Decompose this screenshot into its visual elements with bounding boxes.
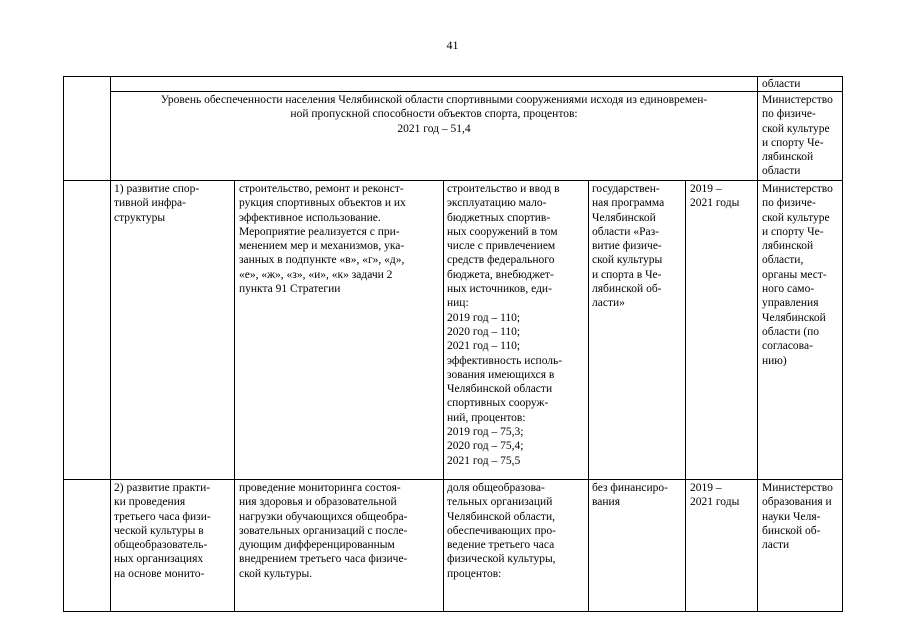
row1-indicator: строительство и ввод в эксплуатацию мало- бюджетных спортив- ных сооружений в том числе с привлечением средств федерального бюджета, внебюджет- ных источников, еди- ниц: 2019 год – 110; 2020 год – 110; 2021 год – 110; эффективность исполь- зования имеющихся в Челябинской области спортивных сооруж- ний, процентов: 2019 год – 75,3; 2020 год – 75,4; 2021 год – 75,5 <box>447 183 563 467</box>
col-divider-2 <box>234 180 235 612</box>
indicator-row-responsible: Министерство по физиче- ской культуре и спорту Че- лябинской области <box>762 94 833 178</box>
row-divider-3 <box>63 479 843 480</box>
row-divider-1 <box>110 91 843 92</box>
top-row-responsible: области <box>762 78 801 90</box>
row1-measure: строительство, ремонт и реконст- рукция спортивных объектов и их эффективное использование. Мероприятие реализуется с при- менением мер и механизмов, ука- занных в подпункте «в», «г», «д», «е», «ж», «з», «и», «к» задачи 2 пункта 91 Стратегии <box>239 183 406 296</box>
row2-measure: проведение мониторинга состоя- ния здоровья и образовательной нагрузки обучающихся общеобра- зовательных организаций с после- дующим дифференцированным внедрением третьего часа физиче- ской культуры. <box>239 482 408 580</box>
col-divider-1 <box>110 76 111 612</box>
row2-period: 2019 – 2021 годы <box>690 482 740 509</box>
col-divider-4 <box>588 180 589 612</box>
indicator-row-text: Уровень обеспеченности населения Челябинской области спортивными сооружениями исходя из единовремен- ной пропускной способности объектов спорта, процентов: 2021 год – 51,4 <box>160 94 708 135</box>
table-border-bottom <box>63 611 843 612</box>
table-border-top <box>63 76 843 77</box>
row-divider-2 <box>63 180 843 181</box>
row1-responsible: Министерство по физиче- ской культуре и спорту Че- лябинской области, органы мест- ного само- управления Челябинской области (по согласова- нию) <box>762 183 833 367</box>
row2-program: без финансиро- вания <box>592 482 668 509</box>
row1-period: 2019 – 2021 годы <box>690 183 740 210</box>
page-number: 41 <box>446 38 459 52</box>
table-border-left <box>63 76 64 612</box>
col-divider-6 <box>757 76 758 612</box>
table-border-right <box>842 76 843 612</box>
col-divider-3 <box>443 180 444 612</box>
row2-responsible: Министерство образования и науки Челя- бинской об- ласти <box>762 482 833 552</box>
row1-task: 1) развитие спор- тивной инфра- структуры <box>114 183 200 224</box>
row1-program: государствен- ная программа Челябинской области «Раз- витие физиче- ской культуры и спорта в Че- лябинской об- ласти» <box>592 183 665 310</box>
row2-indicator: доля общеобразова- тельных организаций Челябинской области, обеспечивающих про- ведение третьего часа физической культуры, процентов: <box>447 482 556 580</box>
row2-task: 2) развитие практи- ки проведения третьего часа физи- ческой культуры в общеобразователь- ных организациях на основе монито- <box>114 482 211 580</box>
col-divider-5 <box>685 180 686 612</box>
